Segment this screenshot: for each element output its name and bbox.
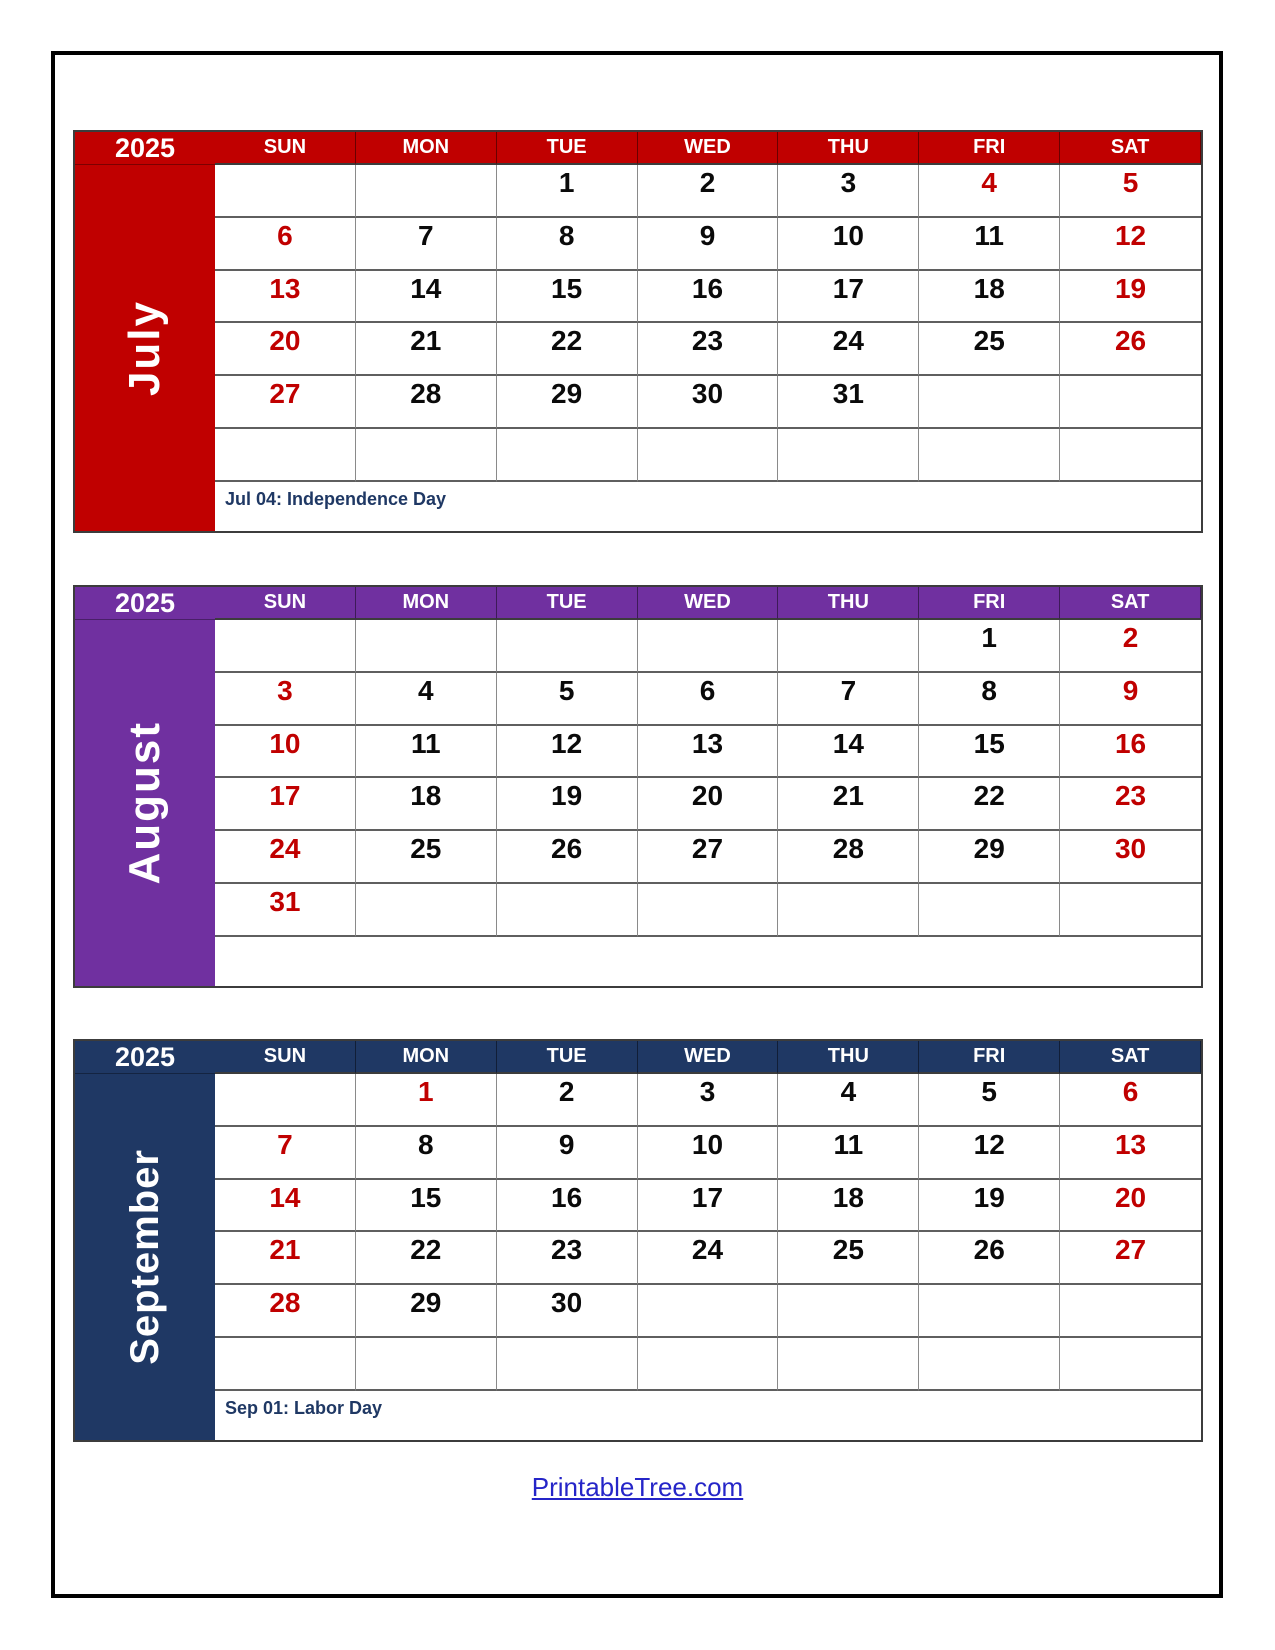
day-cell-26: 26 [919,1232,1060,1285]
day-cell-17: 17 [215,778,356,831]
day-cell-25: 25 [778,1232,919,1285]
weekday-header-fri: FRI [919,587,1060,620]
day-cell-13: 13 [215,271,356,324]
day-cell-5: 5 [919,1074,1060,1127]
day-cell-5: 5 [1060,165,1201,218]
day-cell-15: 15 [497,271,638,324]
day-cell-11: 11 [778,1127,919,1180]
day-cell-22: 22 [497,323,638,376]
day-cell-empty [919,1285,1060,1338]
day-cell-21: 21 [778,778,919,831]
day-cell-29: 29 [497,376,638,429]
august-table [73,585,1203,988]
month-name: July [120,299,169,397]
day-cell-empty [356,884,497,937]
day-cell-8: 8 [356,1127,497,1180]
day-cell-empty [778,884,919,937]
day-cell-7: 7 [215,1127,356,1180]
footer [0,1472,1275,1503]
printabletree-link[interactable]: PrintableTree.com [531,1472,744,1502]
day-cell-empty [497,429,638,482]
day-cell-1: 1 [356,1074,497,1127]
day-cell-3: 3 [778,165,919,218]
day-cell-5: 5 [497,673,638,726]
day-cell-empty [215,1074,356,1127]
day-cell-22: 22 [919,778,1060,831]
day-cell-empty [215,620,356,673]
day-cell-empty [1060,884,1201,937]
day-cell-16: 16 [1060,726,1201,779]
day-cell-14: 14 [356,271,497,324]
day-cell-6: 6 [638,673,779,726]
month-sidebar [75,620,215,986]
month-name: September [122,1149,167,1365]
weekday-header-sat: SAT [1060,587,1201,620]
weekday-header-mon: MON [356,132,497,165]
weekday-header-thu: THU [778,132,919,165]
day-cell-empty [778,1285,919,1338]
weekday-header-sun: SUN [215,1041,356,1074]
day-cell-empty [215,1338,356,1391]
weekday-header-tue: TUE [497,587,638,620]
day-cell-25: 25 [356,831,497,884]
day-cell-7: 7 [356,218,497,271]
weekday-header-thu: THU [778,1041,919,1074]
day-cell-2: 2 [497,1074,638,1127]
day-cell-4: 4 [356,673,497,726]
day-cell-empty [919,429,1060,482]
day-cell-3: 3 [215,673,356,726]
day-cell-30: 30 [638,376,779,429]
day-cell-19: 19 [919,1180,1060,1233]
day-cell-2: 2 [638,165,779,218]
weekday-header-sat: SAT [1060,1041,1201,1074]
day-cell-31: 31 [215,884,356,937]
day-cell-empty [638,1338,779,1391]
day-cell-14: 14 [215,1180,356,1233]
day-cell-9: 9 [638,218,779,271]
day-cell-23: 23 [1060,778,1201,831]
year-label: 2025 [75,132,215,165]
year-label: 2025 [75,587,215,620]
day-cell-22: 22 [356,1232,497,1285]
day-cell-11: 11 [356,726,497,779]
day-cell-27: 27 [1060,1232,1201,1285]
holiday-note [215,937,1201,986]
day-cell-empty [638,1285,779,1338]
day-cell-31: 31 [778,376,919,429]
day-cell-18: 18 [919,271,1060,324]
day-cell-6: 6 [215,218,356,271]
weekday-header-fri: FRI [919,132,1060,165]
day-cell-3: 3 [638,1074,779,1127]
day-cell-2: 2 [1060,620,1201,673]
month-name: August [120,721,169,885]
day-cell-28: 28 [215,1285,356,1338]
weekday-header-thu: THU [778,587,919,620]
year-label: 2025 [75,1041,215,1074]
day-cell-29: 29 [919,831,1060,884]
day-cell-empty [356,429,497,482]
day-cell-30: 30 [1060,831,1201,884]
calendar-september [73,1039,1203,1442]
day-cell-30: 30 [497,1285,638,1338]
day-cell-empty [1060,376,1201,429]
day-cell-27: 27 [638,831,779,884]
july-table [73,130,1203,533]
day-cell-empty [497,1338,638,1391]
day-cell-12: 12 [497,726,638,779]
day-cell-empty [778,1338,919,1391]
day-cell-24: 24 [638,1232,779,1285]
weekday-header-sun: SUN [215,587,356,620]
day-cell-empty [919,376,1060,429]
day-cell-20: 20 [1060,1180,1201,1233]
day-cell-28: 28 [778,831,919,884]
day-cell-empty [356,1338,497,1391]
day-cell-empty [1060,429,1201,482]
day-cell-empty [919,1338,1060,1391]
day-cell-1: 1 [919,620,1060,673]
weekday-header-wed: WED [638,132,779,165]
weekday-header-sun: SUN [215,132,356,165]
day-cell-empty [497,620,638,673]
day-cell-24: 24 [778,323,919,376]
day-cell-4: 4 [778,1074,919,1127]
day-cell-9: 9 [497,1127,638,1180]
day-cell-empty [497,884,638,937]
day-cell-21: 21 [356,323,497,376]
day-cell-24: 24 [215,831,356,884]
september-table [73,1039,1203,1442]
day-cell-9: 9 [1060,673,1201,726]
calendar-july [73,130,1203,533]
day-cell-4: 4 [919,165,1060,218]
day-cell-28: 28 [356,376,497,429]
day-cell-empty [778,429,919,482]
day-cell-empty [778,620,919,673]
day-cell-23: 23 [497,1232,638,1285]
day-cell-empty [919,884,1060,937]
calendar-august [73,585,1203,988]
day-cell-18: 18 [356,778,497,831]
day-cell-26: 26 [1060,323,1201,376]
day-cell-27: 27 [215,376,356,429]
weekday-header-sat: SAT [1060,132,1201,165]
day-cell-empty [638,620,779,673]
day-cell-20: 20 [215,323,356,376]
day-cell-29: 29 [356,1285,497,1338]
weekday-header-wed: WED [638,1041,779,1074]
day-cell-7: 7 [778,673,919,726]
day-cell-17: 17 [778,271,919,324]
day-cell-21: 21 [215,1232,356,1285]
day-cell-empty [1060,1338,1201,1391]
day-cell-10: 10 [215,726,356,779]
weekday-header-wed: WED [638,587,779,620]
day-cell-16: 16 [497,1180,638,1233]
weekday-header-fri: FRI [919,1041,1060,1074]
day-cell-13: 13 [1060,1127,1201,1180]
day-cell-empty [1060,1285,1201,1338]
day-cell-11: 11 [919,218,1060,271]
day-cell-19: 19 [1060,271,1201,324]
day-cell-15: 15 [919,726,1060,779]
day-cell-14: 14 [778,726,919,779]
day-cell-19: 19 [497,778,638,831]
day-cell-empty [215,165,356,218]
weekday-header-tue: TUE [497,132,638,165]
day-cell-10: 10 [778,218,919,271]
weekday-header-mon: MON [356,587,497,620]
day-cell-1: 1 [497,165,638,218]
day-cell-empty [356,165,497,218]
day-cell-empty [215,429,356,482]
holiday-note: Sep 01: Labor Day [215,1391,1201,1440]
day-cell-empty [638,884,779,937]
day-cell-16: 16 [638,271,779,324]
day-cell-empty [638,429,779,482]
month-sidebar [75,165,215,531]
holiday-note: Jul 04: Independence Day [215,482,1201,531]
day-cell-25: 25 [919,323,1060,376]
day-cell-10: 10 [638,1127,779,1180]
day-cell-12: 12 [919,1127,1060,1180]
weekday-header-mon: MON [356,1041,497,1074]
day-cell-15: 15 [356,1180,497,1233]
day-cell-17: 17 [638,1180,779,1233]
day-cell-8: 8 [919,673,1060,726]
day-cell-18: 18 [778,1180,919,1233]
day-cell-8: 8 [497,218,638,271]
month-sidebar [75,1074,215,1440]
day-cell-13: 13 [638,726,779,779]
day-cell-12: 12 [1060,218,1201,271]
day-cell-empty [356,620,497,673]
weekday-header-tue: TUE [497,1041,638,1074]
day-cell-20: 20 [638,778,779,831]
day-cell-6: 6 [1060,1074,1201,1127]
day-cell-26: 26 [497,831,638,884]
day-cell-23: 23 [638,323,779,376]
